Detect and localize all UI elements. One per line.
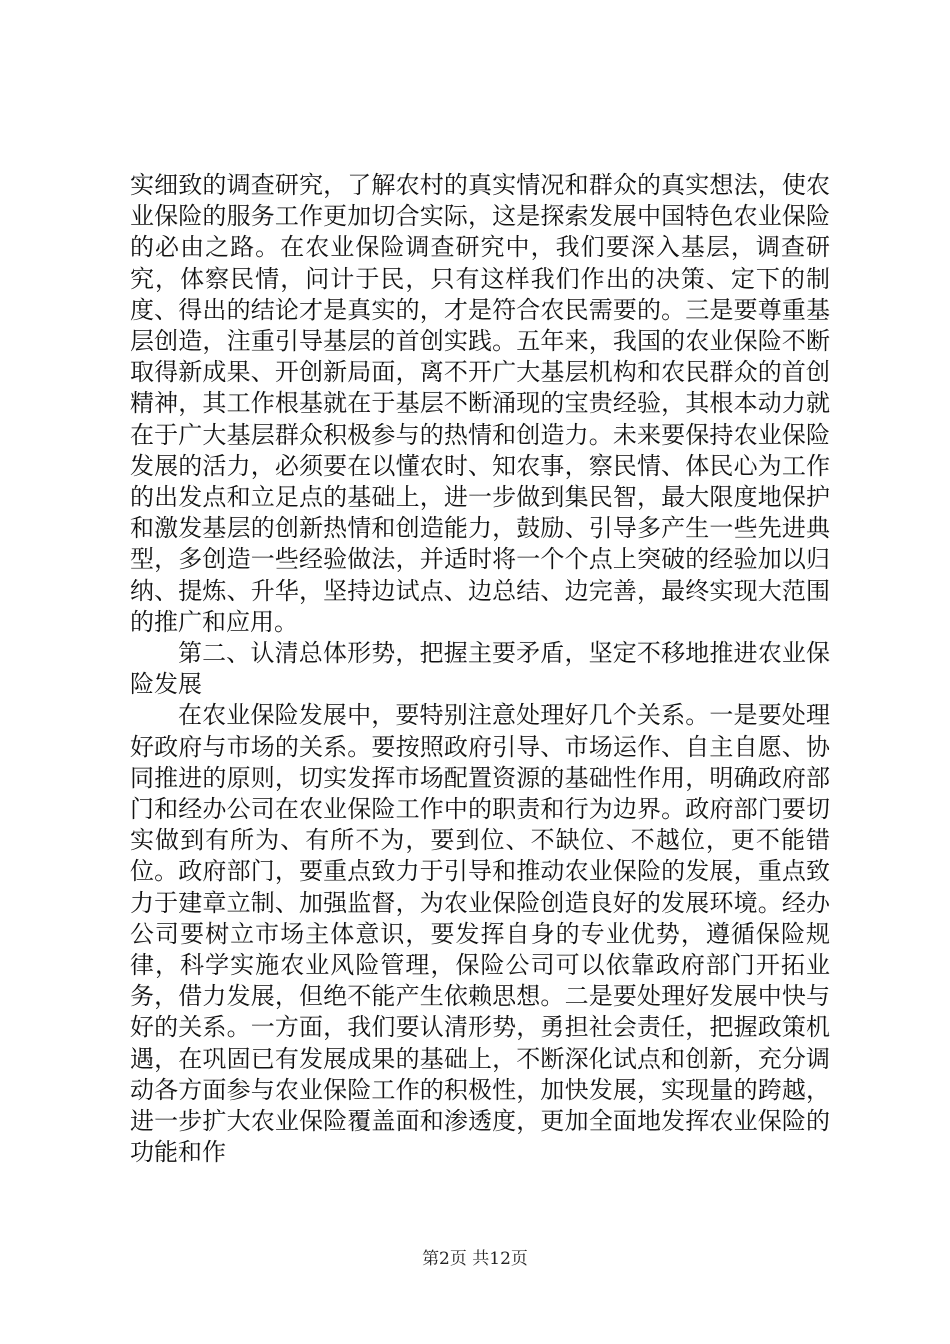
document-body: [130, 170, 830, 1169]
section-heading: 第二、认清总体形势，把握主要矛盾，坚定不移地推进农业保险发展: [130, 639, 830, 699]
paragraph: 在农业保险发展中，要特别注意处理好几个关系。一是要处理好政府与市场的关系。要按照政府引导、市场运作、自主自愿、协同推进的原则，切实发挥市场配置资源的基础性作用，明确政府部门和经办公司在农业保险工作中的职责和行为边界。政府部门要切实做到有所为、有所不为，要到位、不缺位、不越位，更不能错位。政府部门，要重点致力于引导和推动农业保险的发展，重点致力于建章立制、加强监督，为农业保险创造良好的发展环境。经办公司要树立市场主体意识，要发挥自身的专业优势，遵循保险规律，科学实施农业风险管理，保险公司可以依靠政府部门开拓业务，借力发展，但绝不能产生依赖思想。二是要处理好发展中快与好的关系。一方面，我们要认清形势，勇担社会责任，把握政策机遇，在巩固已有发展成果的基础上，不断深化试点和创新，充分调动各方面参与农业保险工作的积极性，加快发展，实现量的跨越，进一步扩大农业保险覆盖面和渗透度，更加全面地发挥农业保险的功能和作: [130, 701, 830, 1167]
page-footer: 第2页 共12页: [422, 1249, 528, 1269]
paragraph-continuation: 实细致的调查研究，了解农村的真实情况和群众的真实想法，使农业保险的服务工作更加切合实际，这是探索发展中国特色农业保险的必由之路。在农业保险调查研究中，我们要深入基层，调查研究，体察民情，问计于民，只有这样我们作出的决策、定下的制度、得出的结论才是真实的，才是符合农民需要的。三是要尊重基层创造，注重引导基层的首创实践。五年来，我国的农业保险不断取得新成果、开创新局面，离不开广大基层机构和农民群众的首创精神，其工作根基就在于基层不断涌现的宝贵经验，其根本动力就在于广大基层群众积极参与的热情和创造力。未来要保持农业保险发展的活力，必须要在以懂农时、知农事，察民情、体民心为工作的出发点和立足点的基础上，进一步做到集民智，最大限度地保护和激发基层的创新热情和创造能力，鼓励、引导多产生一些先进典型，多创造一些经验做法，并适时将一个个点上突破的经验加以归纳、提炼、升华，坚持边试点、边总结、边完善，最终实现大范围的推广和应用。: [130, 171, 830, 636]
